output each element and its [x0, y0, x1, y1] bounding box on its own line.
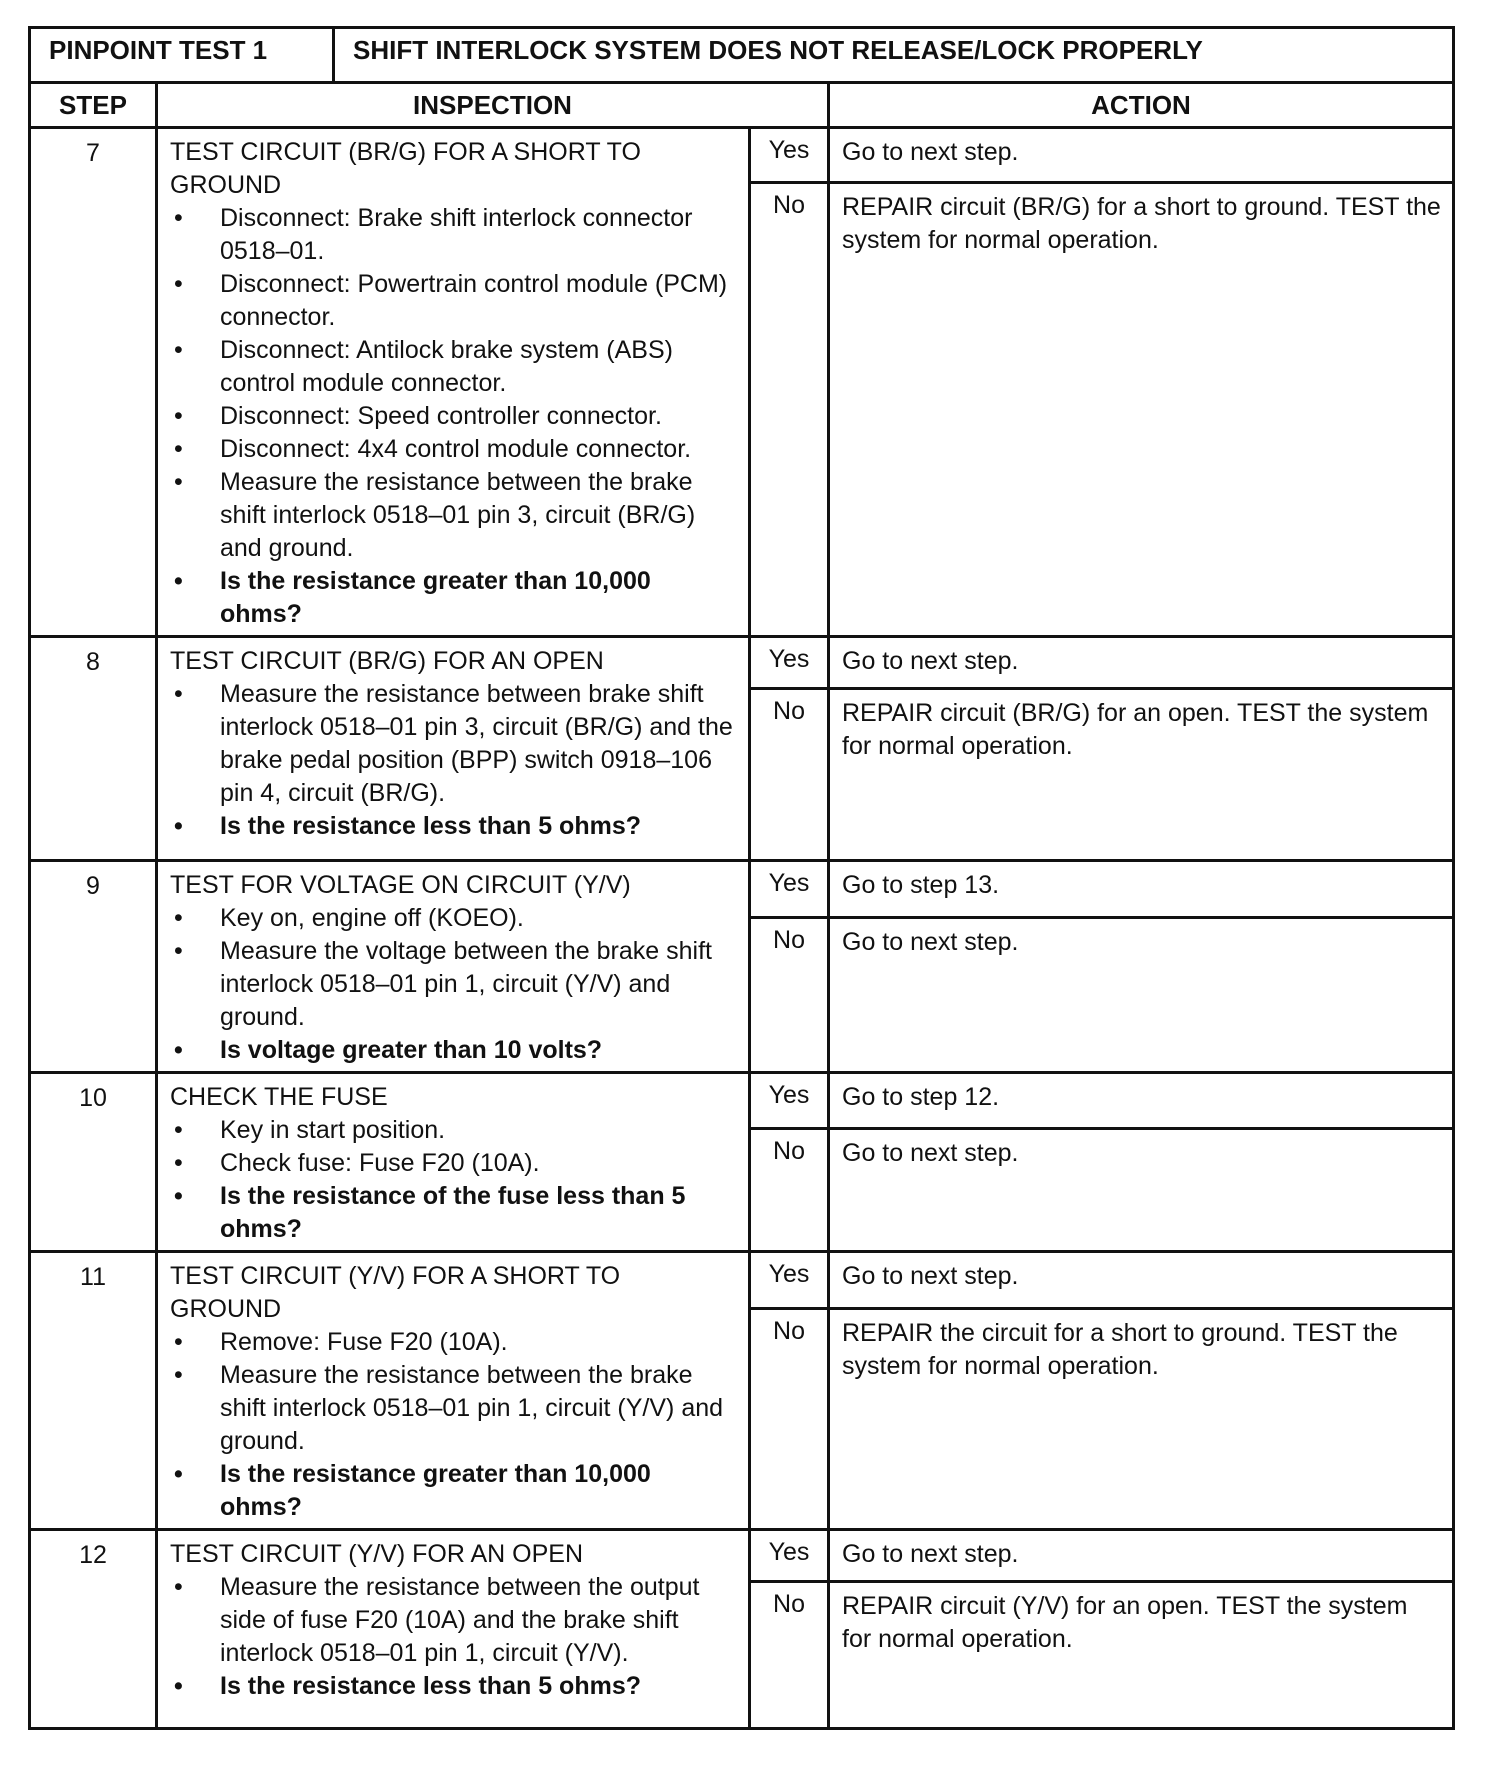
inspection-bullet: • Disconnect: Brake shift interlock connector 0518–01. [170, 202, 738, 268]
inspection-bullet: • Measure the resistance between brake shift interlock 0518–01 pin 3, circuit (BR/G) and the brake pedal position (BPP) switch 0918–106 pin 4, circuit (BR/G). [170, 678, 738, 810]
step-row [30, 1073, 1454, 1129]
test-label: PINPOINT TEST 1 [30, 28, 334, 83]
inspection-bullet: • Disconnect: Speed controller connector. [170, 400, 738, 433]
no-action: Go to next step. [829, 917, 1454, 1072]
no-label: No [750, 917, 829, 1072]
inspection-bullet: • Key in start position. [170, 1114, 738, 1147]
inspection-cell [157, 128, 750, 637]
yes-label: Yes [750, 1530, 829, 1582]
step-column-header: STEP [30, 83, 157, 128]
inspection-question: • Is the resistance greater than 10,000 ohms? [170, 1458, 738, 1524]
step-title: TEST CIRCUIT (BR/G) FOR A SHORT TO GROUND [170, 138, 641, 199]
no-label: No [750, 1308, 829, 1529]
inspection-bullet: • Check fuse: Fuse F20 (10A). [170, 1147, 738, 1180]
inspection-question: • Is voltage greater than 10 volts? [170, 1034, 738, 1067]
no-action: REPAIR circuit (BR/G) for an open. TEST the system for normal operation. [829, 689, 1454, 861]
yes-action: Go to next step. [829, 128, 1454, 183]
inspection-cell [157, 1073, 750, 1252]
inspection-bullet-list [170, 1114, 738, 1246]
inspection-question: • Is the resistance greater than 10,000 ohms? [170, 565, 738, 631]
no-action: REPAIR the circuit for a short to ground. TEST the system for normal operation. [829, 1308, 1454, 1529]
no-label: No [750, 1128, 829, 1251]
inspection-bullet: • Remove: Fuse F20 (10A). [170, 1326, 738, 1359]
no-action: Go to next step. [829, 1128, 1454, 1251]
step-row [30, 861, 1454, 918]
column-header-row [30, 83, 1454, 128]
yes-action: Go to next step. [829, 637, 1454, 689]
inspection-bullet: • Disconnect: 4x4 control module connector. [170, 433, 738, 466]
yes-action: Go to next step. [829, 1530, 1454, 1582]
step-title: TEST CIRCUIT (BR/G) FOR AN OPEN [170, 647, 604, 675]
step-row [30, 128, 1454, 183]
step-row [30, 1252, 1454, 1309]
inspection-bullet: • Key on, engine off (KOEO). [170, 902, 738, 935]
inspection-bullet-list [170, 678, 738, 843]
inspection-bullet: • Disconnect: Powertrain control module (PCM) connector. [170, 268, 738, 334]
inspection-column-header: INSPECTION [157, 83, 829, 128]
inspection-question: • Is the resistance less than 5 ohms? [170, 810, 738, 843]
inspection-cell [157, 861, 750, 1073]
inspection-bullet-list [170, 1326, 738, 1524]
inspection-bullet: • Measure the resistance between the brake shift interlock 0518–01 pin 3, circuit (BR/G) and ground. [170, 466, 738, 565]
inspection-bullet-list [170, 1571, 738, 1703]
pinpoint-test-page [28, 26, 1452, 1730]
step-number: 8 [30, 637, 157, 861]
inspection-bullet: • Measure the resistance between the brake shift interlock 0518–01 pin 1, circuit (Y/V) and ground. [170, 1359, 738, 1458]
pinpoint-test-table [28, 26, 1455, 1730]
yes-label: Yes [750, 128, 829, 183]
yes-action: Go to step 13. [829, 861, 1454, 918]
no-label: No [750, 689, 829, 861]
action-column-header: ACTION [829, 83, 1454, 128]
test-title: SHIFT INTERLOCK SYSTEM DOES NOT RELEASE/LOCK PROPERLY [334, 28, 1454, 83]
test-header-row [30, 28, 1454, 83]
yes-label: Yes [750, 1073, 829, 1129]
yes-action: Go to step 12. [829, 1073, 1454, 1129]
inspection-cell [157, 1252, 750, 1530]
inspection-cell [157, 1530, 750, 1729]
yes-label: Yes [750, 1252, 829, 1309]
step-number: 12 [30, 1530, 157, 1729]
inspection-bullet-list [170, 902, 738, 1067]
step-title: TEST FOR VOLTAGE ON CIRCUIT (Y/V) [170, 871, 631, 899]
step-number: 11 [30, 1252, 157, 1530]
inspection-bullet-list [170, 202, 738, 631]
no-action: REPAIR circuit (Y/V) for an open. TEST the system for normal operation. [829, 1582, 1454, 1729]
step-title: CHECK THE FUSE [170, 1083, 388, 1111]
step-title: TEST CIRCUIT (Y/V) FOR AN OPEN [170, 1540, 584, 1568]
yes-action: Go to next step. [829, 1252, 1454, 1309]
no-label: No [750, 1582, 829, 1729]
step-number: 7 [30, 128, 157, 637]
no-label: No [750, 183, 829, 637]
yes-label: Yes [750, 637, 829, 689]
inspection-cell [157, 637, 750, 861]
step-row [30, 637, 1454, 689]
step-number: 9 [30, 861, 157, 1073]
step-title: TEST CIRCUIT (Y/V) FOR A SHORT TO GROUND [170, 1262, 621, 1323]
yes-label: Yes [750, 861, 829, 918]
inspection-bullet: • Measure the voltage between the brake shift interlock 0518–01 pin 1, circuit (Y/V) and ground. [170, 935, 738, 1034]
step-number: 10 [30, 1073, 157, 1252]
step-row [30, 1530, 1454, 1582]
inspection-bullet: • Disconnect: Antilock brake system (ABS) control module connector. [170, 334, 738, 400]
inspection-question: • Is the resistance of the fuse less than 5 ohms? [170, 1180, 738, 1246]
no-action: REPAIR circuit (BR/G) for a short to ground. TEST the system for normal operation. [829, 183, 1454, 637]
inspection-bullet: • Measure the resistance between the output side of fuse F20 (10A) and the brake shift interlock 0518–01 pin 1, circuit (Y/V). [170, 1571, 738, 1670]
inspection-question: • Is the resistance less than 5 ohms? [170, 1670, 738, 1703]
